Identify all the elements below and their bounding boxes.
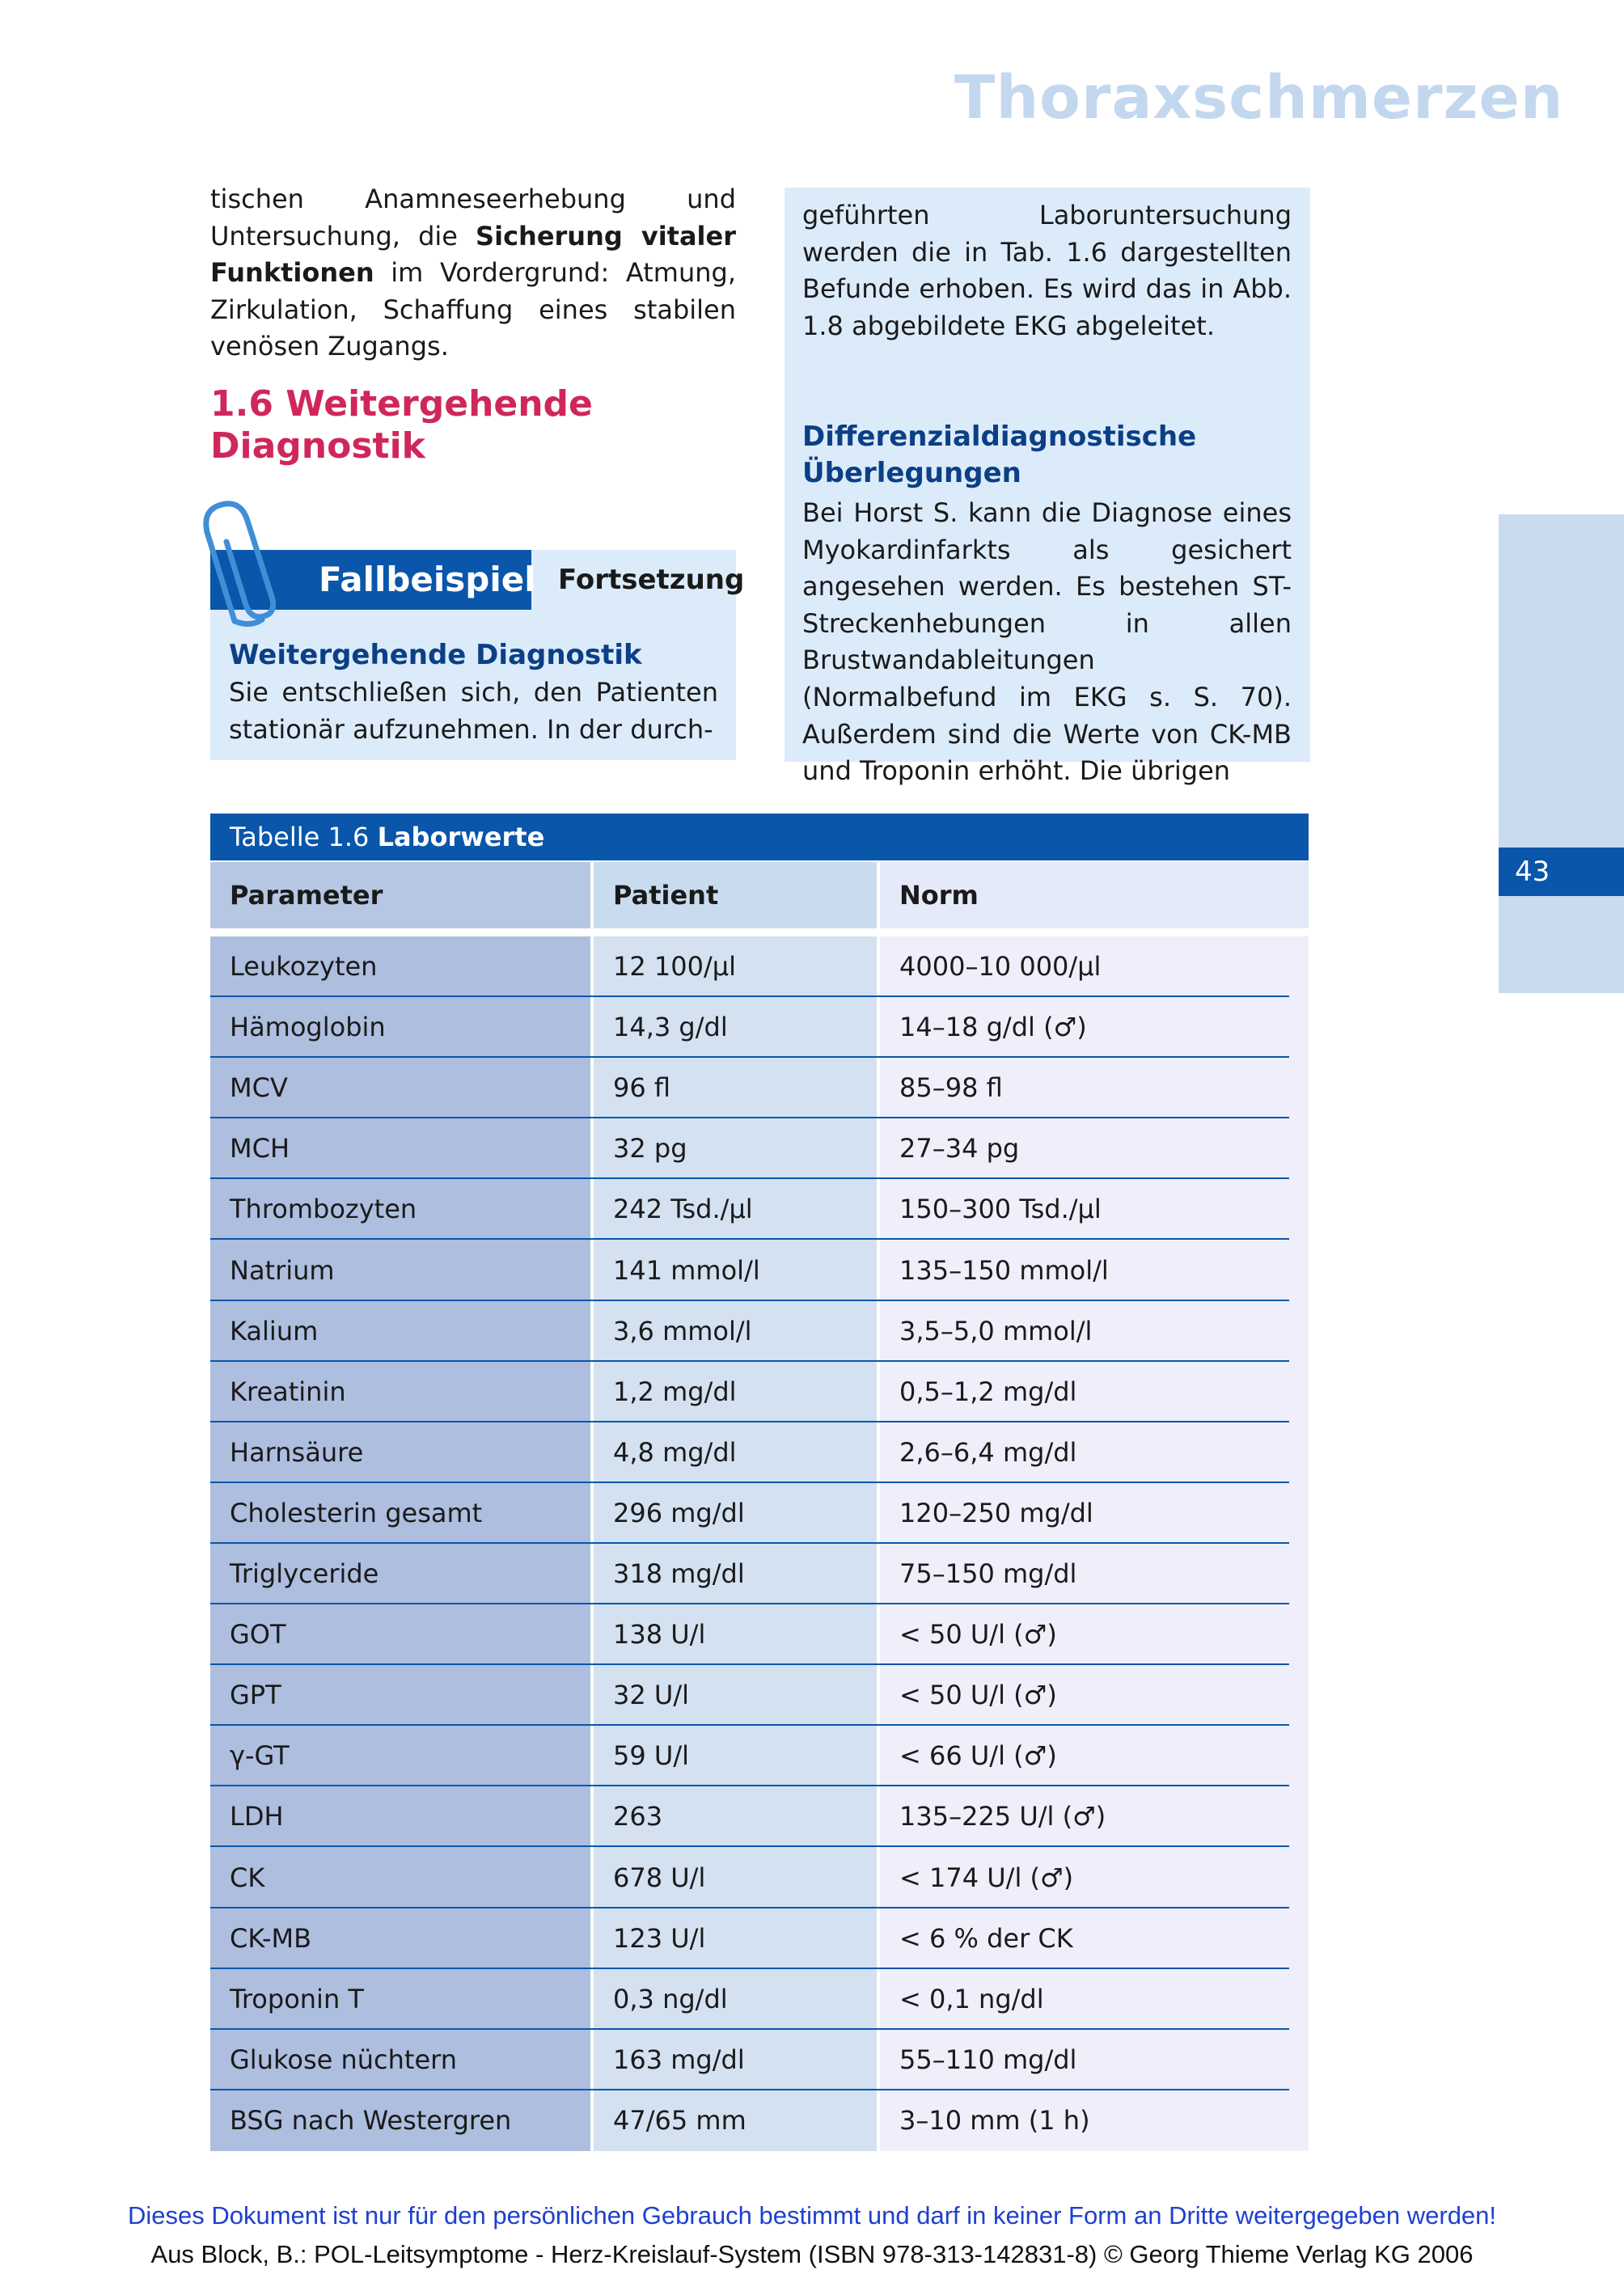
header-norm: Norm	[880, 862, 1309, 928]
cell-norm: 27–34 pg	[899, 1133, 1020, 1165]
cell-patient: 4,8 mg/dl	[613, 1436, 737, 1468]
footer-notice: Dieses Dokument ist nur für den persönlichen Gebrauch bestimmt und darf in keiner Form an Dritte weitergegeben werden!	[127, 2201, 1497, 2230]
cell-parameter: Triglyceride	[230, 1558, 379, 1589]
table-row	[210, 1118, 1309, 1179]
table-row	[210, 2090, 1309, 2151]
cell-parameter: Kalium	[230, 1315, 319, 1346]
left-text-before: tischen Anamneseerhebung und Untersuchung, die	[210, 184, 736, 252]
cell-patient: 296 mg/dl	[613, 1497, 745, 1528]
table-row	[210, 1058, 1309, 1118]
running-head: Thoraxschmerzen	[954, 63, 1564, 133]
cell-patient: 318 mg/dl	[613, 1558, 745, 1589]
cell-norm: 2,6–6,4 mg/dl	[899, 1436, 1077, 1468]
cell-patient: 678 U/l	[613, 1862, 706, 1893]
cell-patient: 96 fl	[613, 1072, 671, 1104]
cell-parameter: Leukozyten	[230, 951, 378, 982]
table-row	[210, 1848, 1309, 1908]
cell-norm: 150–300 Tsd./µl	[899, 1194, 1102, 1225]
left-text-bold: Sicherung vitaler Funktionen	[210, 220, 736, 289]
case-continuation-text: geführten Laboruntersuchung werden die in Tab. 1.6 dargestellten Befunde erhoben. Es wird das in Abb. 1.8 abgebildete EKG abgeleitet.	[802, 200, 1292, 341]
cell-norm: 135–150 mmol/l	[899, 1254, 1109, 1286]
cell-patient: 32 U/l	[613, 1680, 689, 1711]
case-tab-label: Fallbeispiel	[319, 560, 536, 599]
cell-norm: 85–98 fl	[899, 1072, 1003, 1104]
cell-parameter: MCV	[230, 1072, 288, 1104]
table-caption	[210, 814, 1309, 860]
cell-norm: 120–250 mg/dl	[899, 1497, 1093, 1528]
footer-citation: Aus Block, B.: POL-Leitsymptome - Herz-Kreislauf-System (ISBN 978-313-142831-8) © Georg Thieme Verlag KG 2006	[150, 2240, 1474, 2268]
cell-parameter: LDH	[230, 1801, 284, 1832]
cell-norm: 135–225 U/l (♂)	[899, 1801, 1106, 1832]
section-heading: 1.6 Weitergehende Diagnostik	[210, 383, 593, 467]
cell-norm: 14–18 g/dl (♂)	[899, 1012, 1087, 1043]
table-row	[210, 936, 1309, 997]
cell-norm: < 66 U/l (♂)	[899, 1740, 1057, 1772]
cell-norm: < 174 U/l (♂)	[899, 1862, 1074, 1893]
table-caption-title: Laborwerte	[377, 822, 545, 852]
table-caption-prefix: Tabelle 1.6	[230, 822, 370, 852]
cell-parameter: CK-MB	[230, 1922, 312, 1954]
cell-norm: 4000–10 000/µl	[899, 951, 1102, 982]
table-header	[210, 862, 1309, 928]
cell-patient: 14,3 g/dl	[613, 1012, 728, 1043]
table-row	[210, 1908, 1309, 1969]
cell-parameter: CK	[230, 1862, 265, 1893]
case-subheading: Differenzialdiagnostische Überlegungen	[802, 421, 1197, 489]
cell-patient: 59 U/l	[613, 1740, 689, 1772]
cell-norm: < 0,1 ng/dl	[899, 1983, 1044, 2014]
cell-patient: 47/65 mm	[613, 2104, 746, 2136]
table-row	[210, 1483, 1309, 1544]
cell-patient: 163 mg/dl	[613, 2044, 745, 2075]
case-heading: Weitergehende Diagnostik	[229, 639, 642, 671]
cell-patient: 3,6 mmol/l	[613, 1315, 752, 1346]
table-row	[210, 1665, 1309, 1726]
table-row	[210, 2030, 1309, 2090]
table-row	[210, 1604, 1309, 1665]
case-text: Sie entschließen sich, den Patienten stationär aufzunehmen. In der durch-	[229, 677, 718, 745]
cell-norm: 55–110 mg/dl	[899, 2044, 1077, 2075]
cell-patient: 141 mmol/l	[613, 1254, 760, 1286]
cell-patient: 12 100/µl	[613, 951, 736, 982]
header-patient: Patient	[594, 862, 877, 928]
table-row	[210, 1726, 1309, 1786]
cell-norm: 3–10 mm (1 h)	[899, 2104, 1090, 2136]
table-row	[210, 1241, 1309, 1301]
cell-parameter: Hämoglobin	[230, 1012, 386, 1043]
table-row	[210, 997, 1309, 1058]
table-row	[210, 1786, 1309, 1847]
cell-parameter: Harnsäure	[230, 1436, 364, 1468]
cell-norm: < 50 U/l (♂)	[899, 1680, 1057, 1711]
cell-parameter: γ-GT	[230, 1740, 290, 1772]
table-row	[210, 1301, 1309, 1362]
cell-patient: 263	[613, 1801, 663, 1832]
cell-parameter: Natrium	[230, 1254, 335, 1286]
cell-parameter: Troponin T	[230, 1983, 364, 2014]
cell-parameter: Glukose nüchtern	[230, 2044, 458, 2075]
left-column-text	[210, 181, 736, 366]
cell-parameter: Kreatinin	[230, 1376, 346, 1407]
table-row	[210, 1544, 1309, 1604]
cell-patient: 32 pg	[613, 1133, 687, 1165]
table-row	[210, 1422, 1309, 1483]
case-tab-sublabel: Fortsetzung	[558, 564, 745, 596]
cell-norm: 0,5–1,2 mg/dl	[899, 1376, 1077, 1407]
case-text-2: Bei Horst S. kann die Diagnose eines Myokardinfarkts als gesichert angesehen werden. Es bestehen ST-Streckenhebungen in allen Brustwandableitungen (Normalbefund im EKG s. S. 70). Außerdem sind die Werte von CK-MB und Troponin erhöht. Die übrigen	[802, 497, 1292, 787]
cell-patient: 1,2 mg/dl	[613, 1376, 737, 1407]
cell-parameter: GOT	[230, 1619, 286, 1651]
cell-patient: 138 U/l	[613, 1619, 706, 1651]
cell-patient: 123 U/l	[613, 1922, 706, 1954]
cell-norm: < 6 % der CK	[899, 1922, 1073, 1954]
cell-parameter: Cholesterin gesamt	[230, 1497, 483, 1528]
table-body	[210, 936, 1309, 2151]
cell-norm: < 50 U/l (♂)	[899, 1619, 1057, 1651]
table-row	[210, 1179, 1309, 1240]
cell-patient: 0,3 ng/dl	[613, 1983, 728, 2014]
left-text-after: im Vordergrund: Atmung, Zirkulation, Schaffung eines stabilen venösen Zugangs.	[210, 257, 736, 362]
table-row	[210, 1969, 1309, 2030]
cell-patient: 242 Tsd./µl	[613, 1194, 753, 1225]
page-number: 43	[1499, 848, 1624, 896]
header-parameter: Parameter	[210, 862, 590, 928]
cell-norm: 3,5–5,0 mmol/l	[899, 1315, 1093, 1346]
cell-parameter: Thrombozyten	[230, 1194, 417, 1225]
cell-parameter: MCH	[230, 1133, 290, 1165]
side-tab	[1499, 514, 1624, 993]
cell-parameter: GPT	[230, 1680, 281, 1711]
paperclip-icon	[202, 500, 307, 629]
cell-norm: 75–150 mg/dl	[899, 1558, 1077, 1589]
cell-parameter: BSG nach Westergren	[230, 2104, 512, 2136]
table-row	[210, 1362, 1309, 1422]
